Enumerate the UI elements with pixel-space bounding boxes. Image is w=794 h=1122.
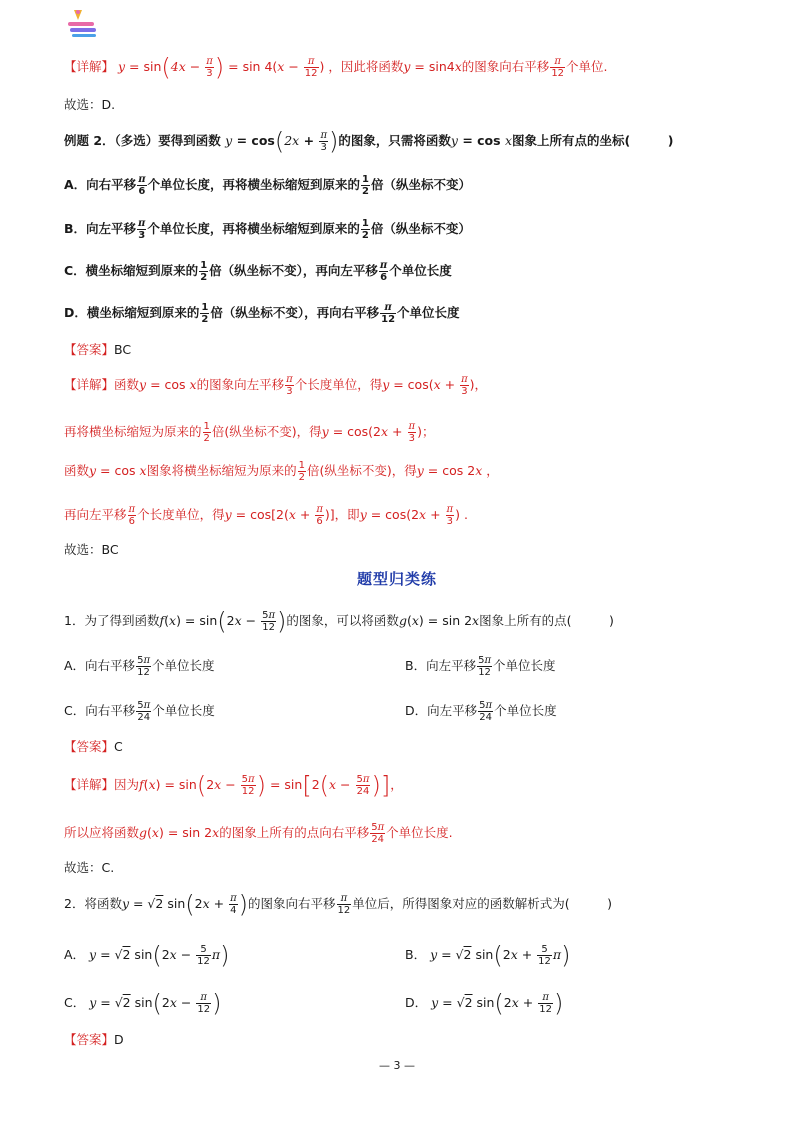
q1-b-unit: 个单位长度 <box>493 658 556 673</box>
detail-label: 【详解】 <box>64 377 115 392</box>
opt-b-2: 个单位长度，再将横坐标缩短到原来的 <box>147 221 360 236</box>
question-2-stem: 2．将函数y = √2 sin(2x + $\frac{\pi}{4}$ )的图象向右平移 $\frac{\pi}{12}$ 单位后，所得图象对应的函数解析式为( ) <box>64 890 613 919</box>
ex2-detail-1: 【详解】函数y = cos x的图象向左平移 $\frac{\pi}{3}$ 个长度单位，得y = cos(x + $\frac{\pi}{3}$ )， <box>64 374 488 397</box>
q1-detail-2: 所以应将函数g(x) = sin 2x的图象上所有的点向右平移 $\frac{5\pi}{24}$ 个单位长度. <box>64 822 453 845</box>
q1-b-label: B．向左平移 <box>405 658 477 673</box>
ex2-mid: 的图象，只需将函数 <box>338 133 451 148</box>
opt-c-1: C．横坐标缩短到原来的 <box>64 263 199 278</box>
ex2-detail-3: 函数y = cos x图象将横坐标缩短为原来的 $\frac{1}{2}$ 倍(纵坐标不变)，得y = cos 2x ， <box>64 460 499 483</box>
q2-stem-c: 单位后，所得图象对应的函数解析式为( ) <box>352 896 613 911</box>
q1-detail-1: 【详解】因为f(x) = sin(2x − $\frac{5\pi}{12}$ ) = sin[2(x − $\frac{5\pi}{24}$ )]， <box>64 771 403 800</box>
opt-c-2: 倍（纵坐标不变），再向左平移 <box>209 263 378 278</box>
opt-d-3: 个单位长度 <box>397 305 460 320</box>
q1-stem-a: 1．为了得到函数 <box>64 613 160 628</box>
q2-answer <box>64 1030 754 1050</box>
answer-label: 【答案】 <box>64 342 115 357</box>
d2b: 倍(纵坐标不变)，得 <box>211 424 322 439</box>
sol1-choose: 故选：D. <box>64 97 116 112</box>
q2-options-row-2 <box>64 989 754 1018</box>
q2-d-label: D． <box>405 995 428 1010</box>
d3a: 函数 <box>64 463 90 478</box>
d4a: 再向左平移 <box>64 507 127 522</box>
opt-d-2: 倍（纵坐标不变），再向右平移 <box>210 305 380 320</box>
q1-d-unit: 个单位长度 <box>494 703 557 718</box>
d4b: 个长度单位，得 <box>137 507 225 522</box>
detail-label: 【详解】 <box>64 777 115 792</box>
detail-label: 【详解】 <box>64 59 115 74</box>
q1-options-row-1 <box>64 655 754 678</box>
opt-a-3: 倍（纵坐标不变） <box>371 177 472 192</box>
opt-b-3: 倍（纵坐标不变） <box>370 221 471 236</box>
page-number: — 3 — <box>379 1059 415 1072</box>
ex2-option-d: D．横坐标缩短到原来的 $\frac{1}{2}$ 倍（纵坐标不变），再向右平移 $\frac{\pi}{12}$ 个单位长度 <box>64 302 460 325</box>
q2-stem-b: 的图象向右平移 <box>248 896 336 911</box>
q1-da: 因为 <box>114 777 140 792</box>
q1-stem-c: 图象上所有的点( ) <box>479 613 614 628</box>
ex2-option-a: A．向右平移 $\frac{\pi}{6}$ 个单位长度，再将横坐标缩短到原来的 $\frac{1}{2}$ 倍（纵坐标不变） <box>64 174 472 197</box>
d3c: 倍(纵坐标不变)，得 <box>306 463 417 478</box>
ex2-suffix: 图象上所有点的坐标( ) <box>512 133 674 148</box>
ex2-choose: 故选：BC <box>64 542 119 557</box>
d1c: 个长度单位，得 <box>294 377 383 392</box>
solution-1-detail: 【详解】 y = sin(4x − $\frac{\pi}{3}$ ) = sin 4(x − $\frac{\pi}{12}$ ) ，因此将函数y = sin4x的图象向右平移 $\frac{\pi}{12}$ 个单位. <box>64 53 608 82</box>
q1-choose: 故选：C. <box>64 860 115 875</box>
q1-a-unit: 个单位长度 <box>152 658 215 673</box>
ex2-answer <box>64 340 754 360</box>
section-title: 题型归类练 <box>356 570 437 588</box>
sol1-text2: 的图象向右平移 <box>461 59 550 74</box>
q2-answer-value: D <box>114 1032 124 1047</box>
q2-stem-a: 2．将函数 <box>64 896 122 911</box>
logo-icon <box>66 8 100 38</box>
d1a: 函数 <box>114 377 140 392</box>
q2-option-c: C． y = √2 sin(2x − $\frac{\pi}{12}$ ) <box>64 989 222 1018</box>
opt-b-1: B．向左平移 <box>64 221 137 236</box>
ex2-option-c: C．横坐标缩短到原来的 $\frac{1}{2}$ 倍（纵坐标不变），再向左平移 $\frac{\pi}{6}$ 个单位长度 <box>64 260 452 283</box>
q1-option-d: D．向左平移 $\frac{5\pi}{24}$ 个单位长度 <box>405 700 557 723</box>
q1-answer <box>64 737 754 757</box>
q1-dd: 个单位长度. <box>386 825 453 840</box>
q2-option-d: D． y = √2 sin(2x + $\frac{\pi}{12}$ ) <box>405 989 564 1018</box>
d4c: ，即 <box>334 507 360 522</box>
q1-c-label: C．向右平移 <box>64 703 136 718</box>
q1-d-label: D．向左平移 <box>405 703 478 718</box>
q1-c-unit: 个单位长度 <box>152 703 215 718</box>
opt-d-1: D．横坐标缩短到原来的 <box>64 305 200 320</box>
sol1-text1: ，因此将函数 <box>328 59 404 74</box>
sol1-text3: 个单位. <box>566 59 608 74</box>
opt-a-1: A．向右平移 <box>64 177 137 192</box>
ex2-prefix: 例题 2．（多选）要得到函数 <box>64 133 221 148</box>
q2-option-b: B． y = √2 sin(2x + $\frac{5}{12}$ π) <box>405 941 571 970</box>
q2-option-a: A． y = √2 sin(2x − $\frac{5}{12}$ π) <box>64 941 230 970</box>
q2-a-label: A． <box>64 947 86 962</box>
answer-label: 【答案】 <box>64 1032 115 1047</box>
q1-answer-value: C <box>114 739 123 754</box>
d3b: 图象将横坐标缩短为原来的 <box>146 463 297 478</box>
ex2-detail-4: 再向左平移 $\frac{\pi}{6}$ 个长度单位，得y = cos[2(x + $\frac{\pi}{6}$ )]，即y = cos(2x + $\frac{\pi}{3}$ ) . <box>64 504 468 527</box>
q1-stem-b: 的图象，可以将函数 <box>286 613 399 628</box>
example-2-stem: 例题 2．（多选）要得到函数 y = cos(2x + $\frac{\pi}{3}$ )的图象，只需将函数y = cos x图象上所有点的坐标( ) <box>64 127 674 156</box>
question-1-stem: 1．为了得到函数f(x) = sin(2x − $\frac{5\pi}{12}$ )的图象，可以将函数g(x) = sin 2x图象上所有的点( ) <box>64 607 614 636</box>
q2-b-label: B． <box>405 947 427 962</box>
q1-db: 所以应将函数 <box>64 825 140 840</box>
q1-option-b: B．向左平移 $\frac{5\pi}{12}$ 个单位长度 <box>405 655 556 678</box>
q1-a-label: A．向右平移 <box>64 658 136 673</box>
opt-c-3: 个单位长度 <box>389 263 452 278</box>
q2-options-row-1 <box>64 941 754 970</box>
ex2-option-b: B．向左平移 $\frac{\pi}{3}$ 个单位长度，再将横坐标缩短到原来的 $\frac{1}{2}$ 倍（纵坐标不变） <box>64 218 471 241</box>
q2-c-label: C． <box>64 995 86 1010</box>
d1b: 的图象向左平移 <box>196 377 285 392</box>
d2a: 再将横坐标缩短为原来的 <box>64 424 202 439</box>
q1-options-row-2 <box>64 700 754 723</box>
ex2-detail-2: 再将横坐标缩短为原来的 $\frac{1}{2}$ 倍(纵坐标不变)，得y = cos(2x + $\frac{\pi}{3}$ )； <box>64 421 435 444</box>
q1-option-c: C．向右平移 $\frac{5\pi}{24}$ 个单位长度 <box>64 700 215 723</box>
q1-option-a: A．向右平移 $\frac{5\pi}{12}$ 个单位长度 <box>64 655 215 678</box>
ex2-answer-value: BC <box>114 342 132 357</box>
q1-dc: 的图象上所有的点向右平移 <box>219 825 370 840</box>
opt-a-2: 个单位长度，再将横坐标缩短到原来的 <box>147 177 361 192</box>
answer-label: 【答案】 <box>64 739 115 754</box>
